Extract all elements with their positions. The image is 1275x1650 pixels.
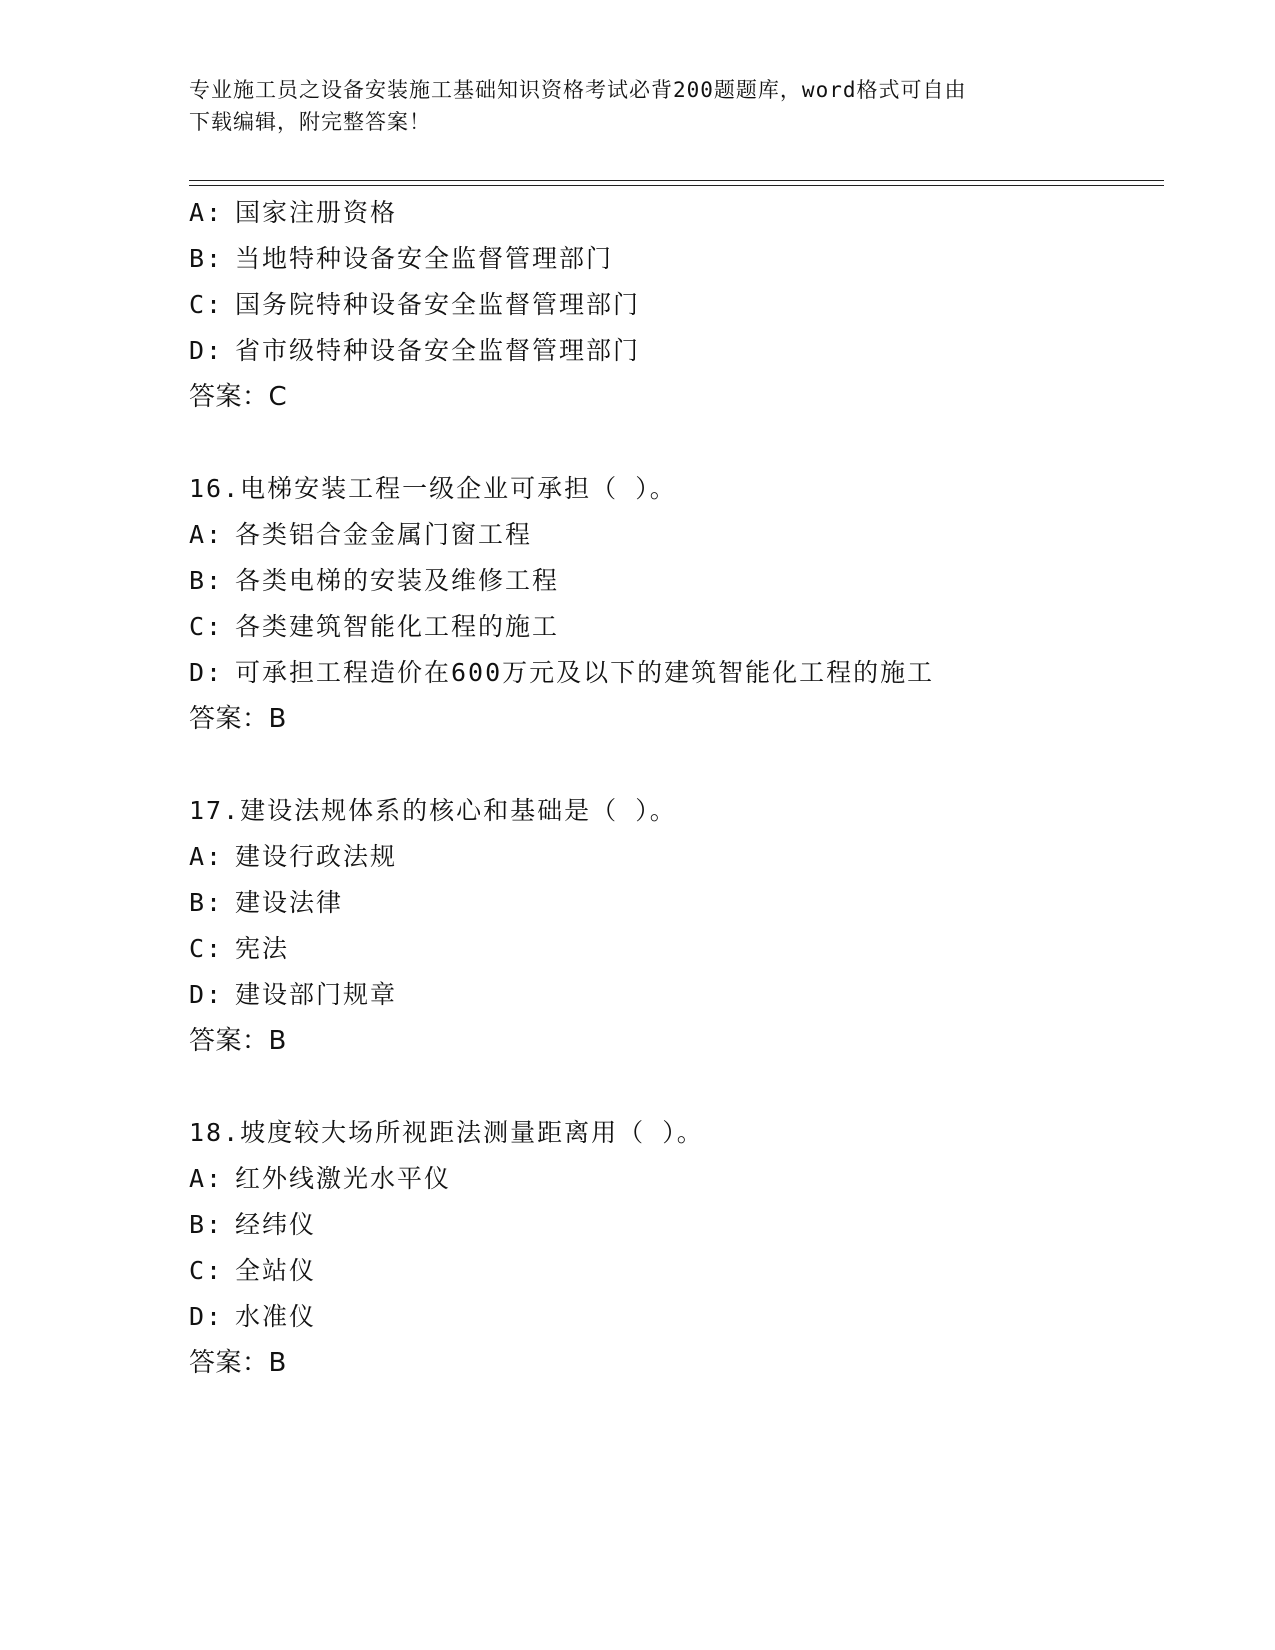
option-text: 可承担工程造价在600万元及以下的建筑智能化工程的施工: [235, 658, 935, 687]
question-block-17: [189, 788, 1164, 1064]
option-key: D:: [189, 336, 224, 365]
answer-line: 答案：B: [189, 1026, 287, 1056]
option-b: [189, 236, 1164, 282]
option-a: [189, 190, 1164, 236]
question-block-18: [189, 1110, 1164, 1386]
option-key: A:: [189, 842, 224, 871]
option-b: [189, 1202, 1164, 1248]
option-text: 省市级特种设备安全监督管理部门: [235, 336, 641, 365]
option-key: C:: [189, 1256, 224, 1285]
option-text: 国家注册资格: [235, 198, 398, 227]
header-line-2: 下载编辑，附完整答案！: [189, 110, 431, 134]
option-a: [189, 834, 1164, 880]
option-key: A:: [189, 198, 224, 227]
question-stem: 16.电梯安装工程一级企业可承担（ ）。: [189, 474, 677, 503]
option-text: 红外线激光水平仪: [235, 1164, 452, 1193]
answer-line: 答案：B: [189, 1348, 287, 1378]
option-text: 各类电梯的安装及维修工程: [235, 566, 560, 595]
option-key: B:: [189, 244, 224, 273]
document-header: [189, 74, 1089, 138]
option-key: C:: [189, 612, 224, 641]
option-key: C:: [189, 290, 224, 319]
option-b: [189, 880, 1164, 926]
option-c: [189, 282, 1164, 328]
header-divider-bottom: [189, 185, 1164, 186]
option-d: [189, 328, 1164, 374]
option-key: A:: [189, 1164, 224, 1193]
option-text: 水准仪: [235, 1302, 317, 1331]
option-key: D:: [189, 1302, 224, 1331]
option-a: [189, 512, 1164, 558]
answer-line: 答案：B: [189, 704, 287, 734]
question-stem: 17.建设法规体系的核心和基础是（ ）。: [189, 796, 677, 825]
option-key: D:: [189, 658, 224, 687]
option-text: 各类建筑智能化工程的施工: [235, 612, 560, 641]
option-key: D:: [189, 980, 224, 1009]
option-text: 建设部门规章: [235, 980, 398, 1009]
header-divider-top: [189, 180, 1164, 181]
option-d: [189, 972, 1164, 1018]
option-d: [189, 1294, 1164, 1340]
option-text: 宪法: [235, 934, 290, 963]
answer-line: 答案：C: [189, 382, 288, 412]
option-key: C:: [189, 934, 224, 963]
option-text: 全站仪: [235, 1256, 317, 1285]
option-b: [189, 558, 1164, 604]
question-stem: 18.坡度较大场所视距法测量距离用（ ）。: [189, 1118, 704, 1147]
option-key: B:: [189, 1210, 224, 1239]
question-block-16: [189, 466, 1164, 742]
option-a: [189, 1156, 1164, 1202]
option-text: 各类铝合金金属门窗工程: [235, 520, 533, 549]
option-text: 当地特种设备安全监督管理部门: [235, 244, 614, 273]
option-c: [189, 926, 1164, 972]
option-text: 经纬仪: [235, 1210, 317, 1239]
option-text: 国务院特种设备安全监督管理部门: [235, 290, 641, 319]
option-key: B:: [189, 888, 224, 917]
option-d: [189, 650, 1164, 696]
option-c: [189, 1248, 1164, 1294]
question-block-continued: [189, 190, 1164, 420]
option-text: 建设行政法规: [235, 842, 398, 871]
option-key: A:: [189, 520, 224, 549]
question-list: [189, 190, 1164, 1386]
option-key: B:: [189, 566, 224, 595]
option-text: 建设法律: [235, 888, 344, 917]
header-line-1: 专业施工员之设备安装施工基础知识资格考试必背200题题库，word格式可自由: [189, 78, 967, 102]
option-c: [189, 604, 1164, 650]
